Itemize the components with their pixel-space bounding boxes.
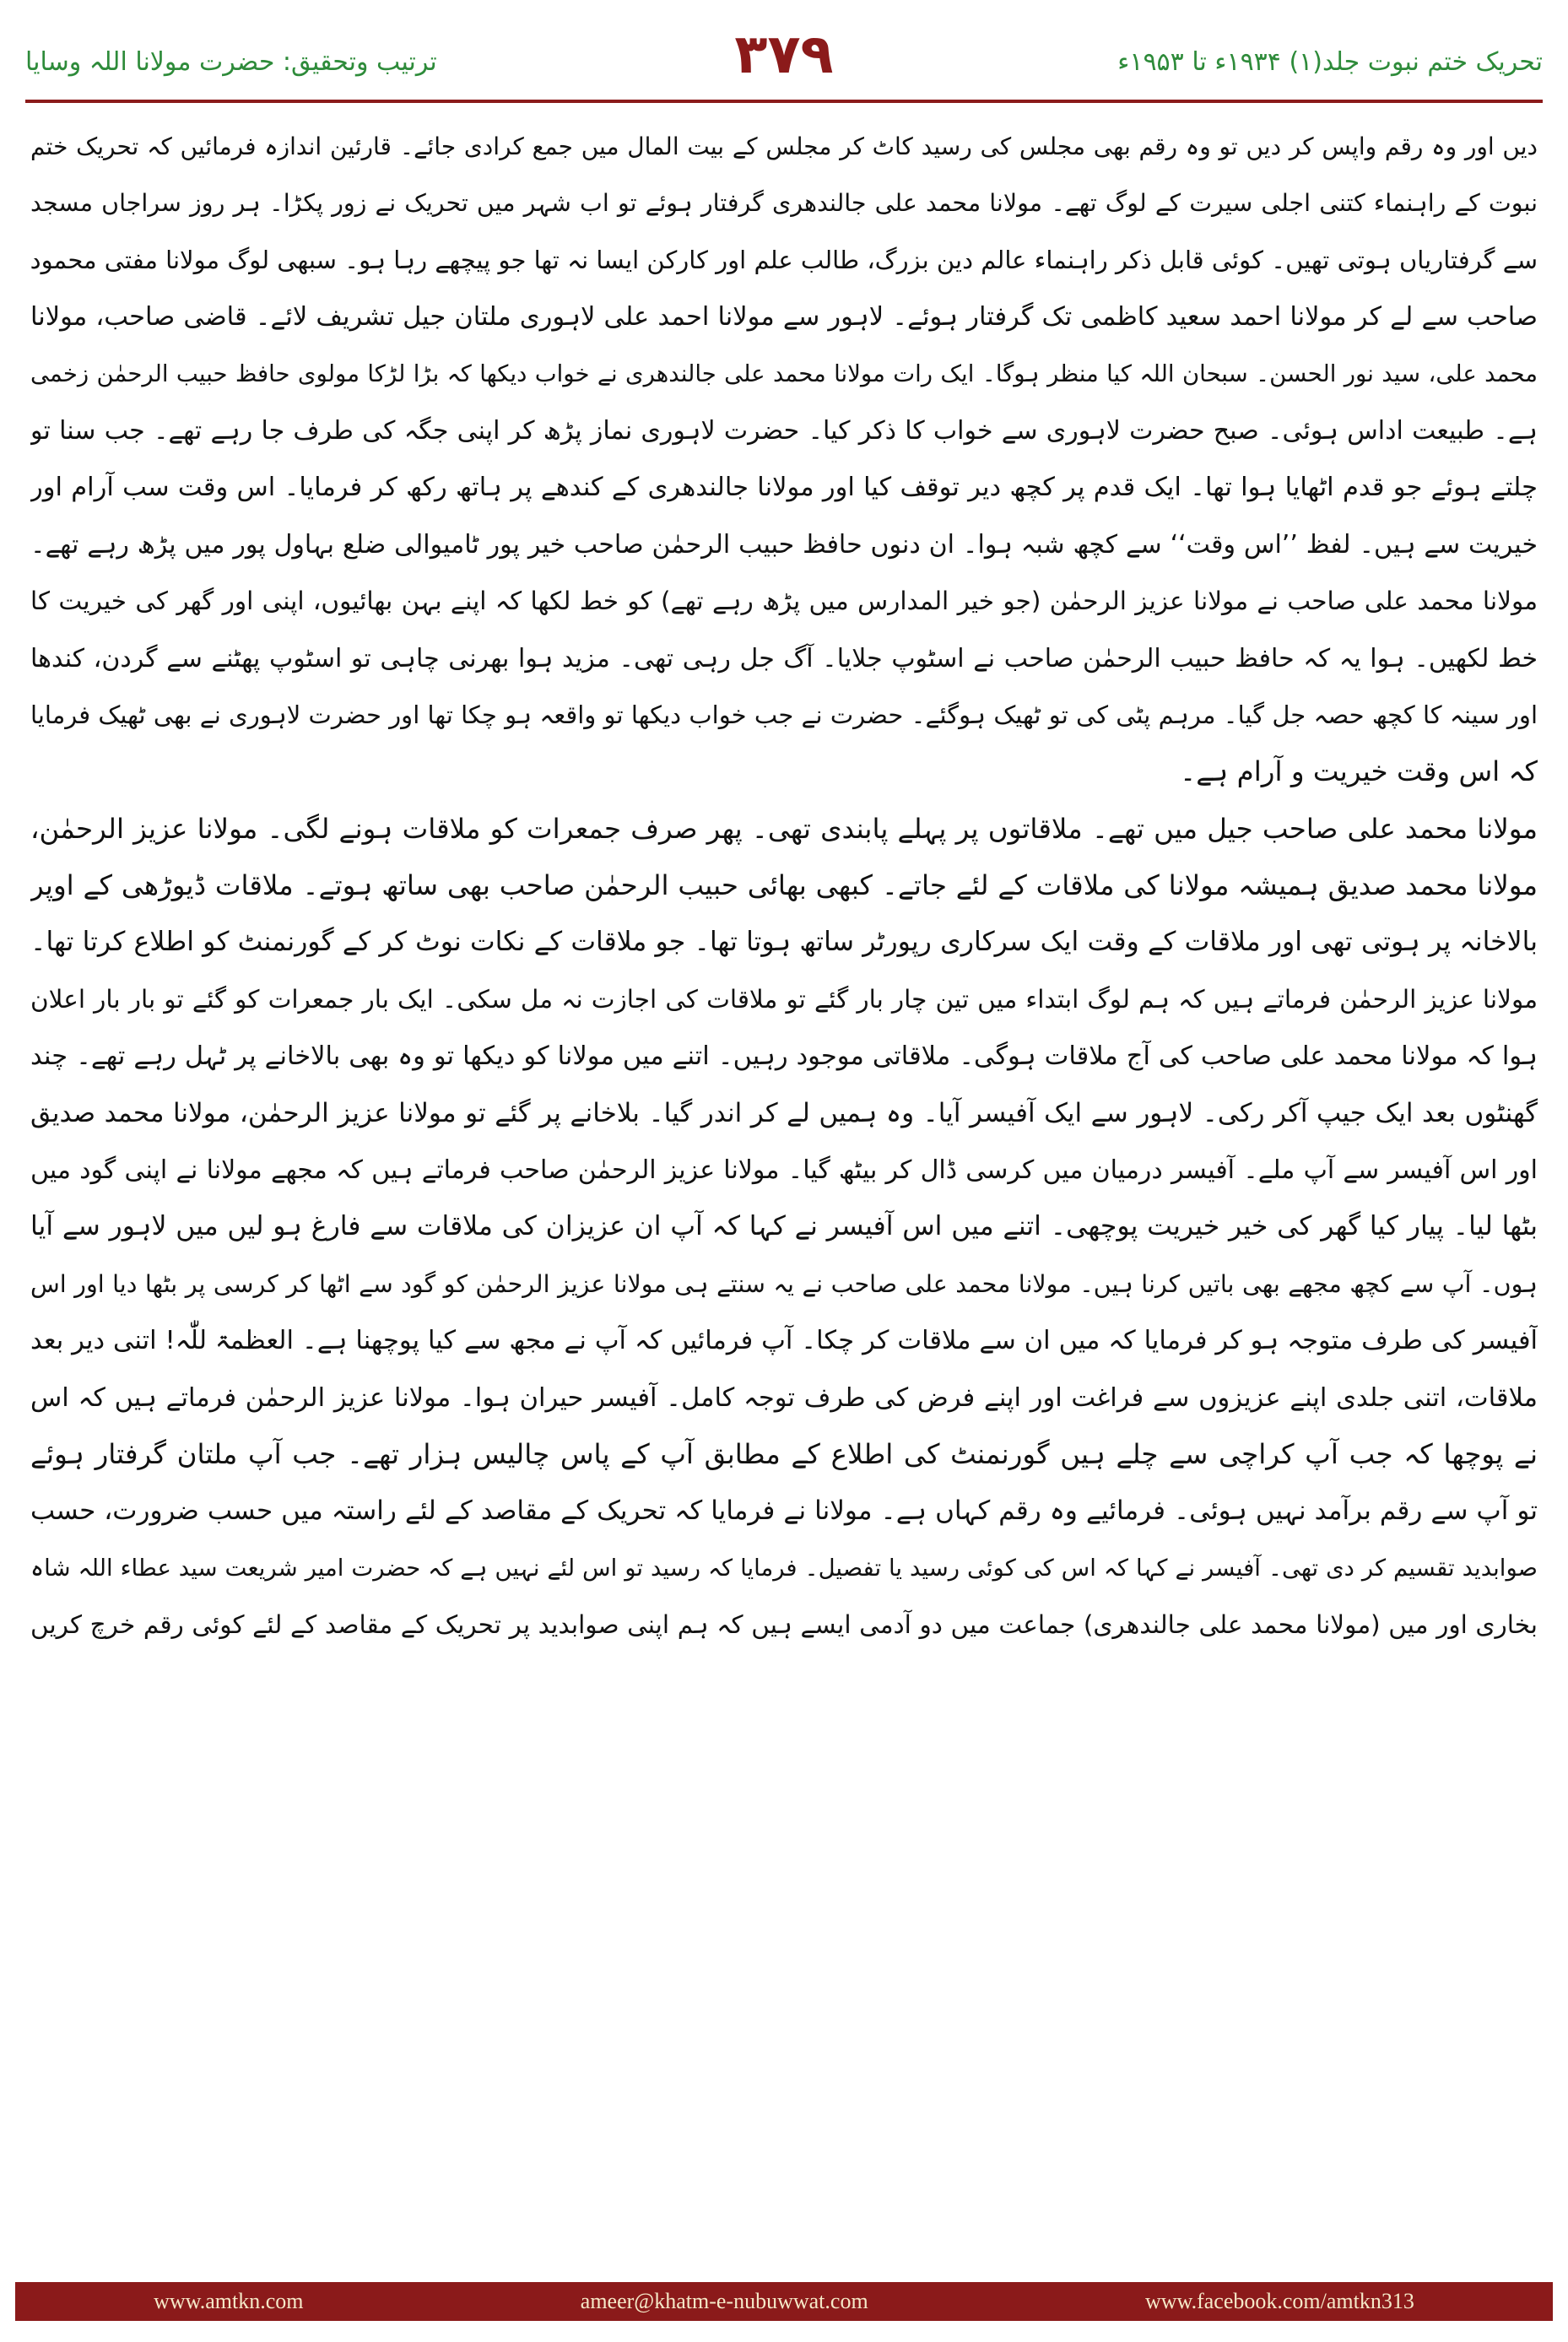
text-line: محمد علی، سید نور الحسن۔ سبحان اللہ کیا منظر ہوگا۔ ایک رات مولانا محمد علی جالندھری نے خواب دیکھا کہ بڑا لڑکا مولوی حافظ حبیب الرحمٰن زخمی [30,360,1538,387]
paragraph-end-line: کہ اس وقت خیریت و آرام ہے۔ [1180,755,1538,788]
text-line: آفیسر کی طرف متوجہ ہو کر فرمایا کہ میں ان سے ملاقات کر چکا۔ آپ فرمائیں کہ آپ نے مجھ سے کیا پوچھنا ہے۔ العظمۃ للّٰہ! اتنی دیر بعد [30,1326,1538,1356]
text-line: صاحب سے لے کر مولانا احمد سعید کاظمی تک گرفتار ہوئے۔ لاہور سے مولانا احمد علی لاہوری ملتان جیل تشریف لائے۔ قاضی صاحب، مولانا [30,302,1538,333]
text-line: گھنٹوں بعد ایک جیپ آکر رکی۔ لاہور سے ایک آفیسر آیا۔ وہ ہمیں لے کر اندر گیا۔ بلاخانے پر گئے تو مولانا عزیز الرحمٰن، مولانا محمد صدیق [30,1097,1538,1128]
text-line: مولانا محمد علی صاحب نے مولانا عزیز الرحمٰن (جو خیر المدارس میں پڑھ رہے تھے) کو خط لکھا کہ اپنے بہن بھائیوں، اپنی اور گھر کی خیریت کا [30,587,1538,616]
text-line: مولانا محمد صدیق ہمیشہ مولانا کی ملاقات کے لئے جاتے۔ کبھی بھائی حبیب الرحمٰن صاحب بھی ساتھ ہوتے۔ ملاقات ڈیوڑھی کے اوپر [30,869,1538,902]
text-line: خط لکھیں۔ ہوا یہ کہ حافظ حبیب الرحمٰن صاحب نے اسٹوپ جلایا۔ آگ جل رہی تھی۔ مزید ہوا بھرنی چاہی تو اسٹوپ پھٹنے سے گردن، کندھا [30,643,1538,673]
text-line: ہے۔ طبیعت اداس ہوئی۔ صبح حضرت لاہوری سے خواب کا ذکر کیا۔ حضرت لاہوری نماز پڑھ کر اپنی جگہ کی طرف جا رہے تھے۔ جب سنا تو [30,415,1538,446]
text-line: تو آپ سے رقم برآمد نہیں ہوئی۔ فرمائیے وہ رقم کہاں ہے۔ مولانا نے فرمایا کہ تحریک کے مقاصد کے لئے راستہ میں حسب ضرورت، حسب [30,1496,1538,1527]
text-line: ہوا کہ مولانا محمد علی صاحب کی آج ملاقات ہوگی۔ ملاقاتی موجود رہیں۔ اتنے میں مولانا کو دیکھا تو وہ بھی بالاخانے پر ٹہل رہے تھے۔ چند [30,1041,1538,1072]
header-divider [25,100,1543,103]
text-line: نے پوچھا کہ جب آپ کراچی سے چلے ہیں گورنمنٹ کی اطلاع کے مطابق آپ کے پاس چالیس ہزار تھے۔ جب آپ ملتان گرفتار ہوئے [30,1437,1538,1470]
text-line: دیں اور وہ رقم واپس کر دیں تو وہ رقم بھی مجلس کی رسید کاٹ کر مجلس کے بیت المال میں جمع کرادی جائے۔ قارئین اندازہ فرمائیں کہ تحریک ختم [30,133,1538,160]
text-line: اور اس آفیسر سے آپ ملے۔ آفیسر درمیان میں کرسی ڈال کر بیٹھ گیا۔ مولانا عزیز الرحمٰن صاحب فرماتے ہیں کہ مجھے مولانا نے اپنی گود میں [30,1155,1538,1186]
compiler-credit: ترتیب وتحقیق: حضرت مولانا اللہ وسایا [25,46,437,77]
text-line: ملاقات، اتنی جلدی اپنے عزیزوں سے فراغت اور اپنے فرض کی طرف توجہ کامل۔ آفیسر حیران ہوا۔ مولانا عزیز الرحمٰن فرماتے ہیں کہ اس [30,1382,1538,1413]
text-line: سے گرفتاریاں ہوتی تھیں۔ کوئی قابل ذکر راہنماء عالم دین بزرگ، طالب علم اور کارکن ایسا نہ تھا جو پیچھے رہا ہو۔ سبھی لوگ مولانا مفتی محمود [30,245,1538,274]
book-title: تحریک ختم نبوت جلد(۱) ۱۹۳۴ء تا ۱۹۵۳ء [1117,46,1543,77]
facebook-link[interactable]: www.facebook.com/amtkn313 [1144,2289,1414,2313]
text-line: اور سینہ کا کچھ حصہ جل گیا۔ مرہم پٹی کی تو ٹھیک ہوگئے۔ حضرت نے جب خواب دیکھا تو واقعہ ہو چکا تھا اور حضرت لاہوری نے بھی ٹھیک فرمایا [30,700,1538,729]
text-line: نبوت کے راہنماء کتنی اجلی سیرت کے لوگ تھے۔ مولانا محمد علی جالندھری گرفتار ہوئے تو اب شہر میں تحریک نے زور پکڑا۔ ہر روز سراجاں مسجد [30,189,1538,218]
text-line: مولانا عزیز الرحمٰن فرماتے ہیں کہ ہم لوگ ابتداء میں تین چار بار گئے تو ملاقات کی اجازت نہ مل سکی۔ ایک بار جمعرات کو گئے تو بار بار اعلان [30,984,1538,1014]
page-footer [15,2282,1553,2321]
text-line: بٹھا لیا۔ پیار کیا گھر کی خیر خیریت پوچھی۔ اتنے میں اس آفیسر نے کہا کہ آپ ان عزیزان کی ملاقات سے فارغ ہو لیں میں لاہور سے آیا [30,1211,1538,1242]
text-line: بالاخانہ پر ہوتی تھی اور ملاقات کے وقت ایک سرکاری رپورٹر ساتھ ہوتا تھا۔ جو ملاقات کے نکات نوٹ کر کے گورنمنٹ کو اطلاع کرتا تھا۔ [30,927,1538,958]
text-line: ہوں۔ آپ سے کچھ مجھے بھی باتیں کرنا ہیں۔ مولانا محمد علی صاحب نے یہ سنتے ہی مولانا عزیز الرحمٰن کو گود سے اٹھا کر کرسی پر بٹھا دیا اور اس [30,1269,1538,1298]
text-line: بخاری اور میں (مولانا محمد علی جالندھری) جماعت میں دو آدمی ایسے ہیں کہ ہم اپنی صوابدید پر تحریک کے مقاصد کے لئے کوئی رقم خرچ کریں [30,1610,1538,1640]
page-body [30,118,1538,2279]
text-line: چلتے ہوئے جو قدم اٹھایا ہوا تھا۔ ایک قدم پر کچھ دیر توقف کیا اور مولانا جالندھری کے کندھے پر ہاتھ رکھ کر فرمایا۔ اس وقت سب آرام اور [30,473,1538,503]
email-link[interactable]: ameer@khatm-e-nubuwwat.com [580,2289,868,2313]
text-line: صوابدید تقسیم کر دی تھی۔ آفیسر نے کہا کہ اس کی کوئی رسید یا تفصیل۔ فرمایا کہ رسید تو اس لئے نہیں ہے کہ حضرت امیر شریعت سید عطاء اللہ شاہ [30,1554,1538,1582]
page-header [25,24,1543,100]
website-link[interactable]: www.amtkn.com [154,2289,304,2313]
text-line: مولانا محمد علی صاحب جیل میں تھے۔ ملاقاتوں پر پہلے پابندی تھی۔ پھر صرف جمعرات کو ملاقات ہونے لگی۔ مولانا عزیز الرحمٰن، [30,812,1538,845]
page-number: ۳۷۹ [734,24,834,86]
text-line: خیریت سے ہیں۔ لفظ ’’اس وقت‘‘ سے کچھ شبہ ہوا۔ ان دنوں حافظ حبیب الرحمٰن صاحب خیر پور ٹامیوالی ضلع بہاول پور میں پڑھ رہے تھے۔ [30,529,1538,560]
